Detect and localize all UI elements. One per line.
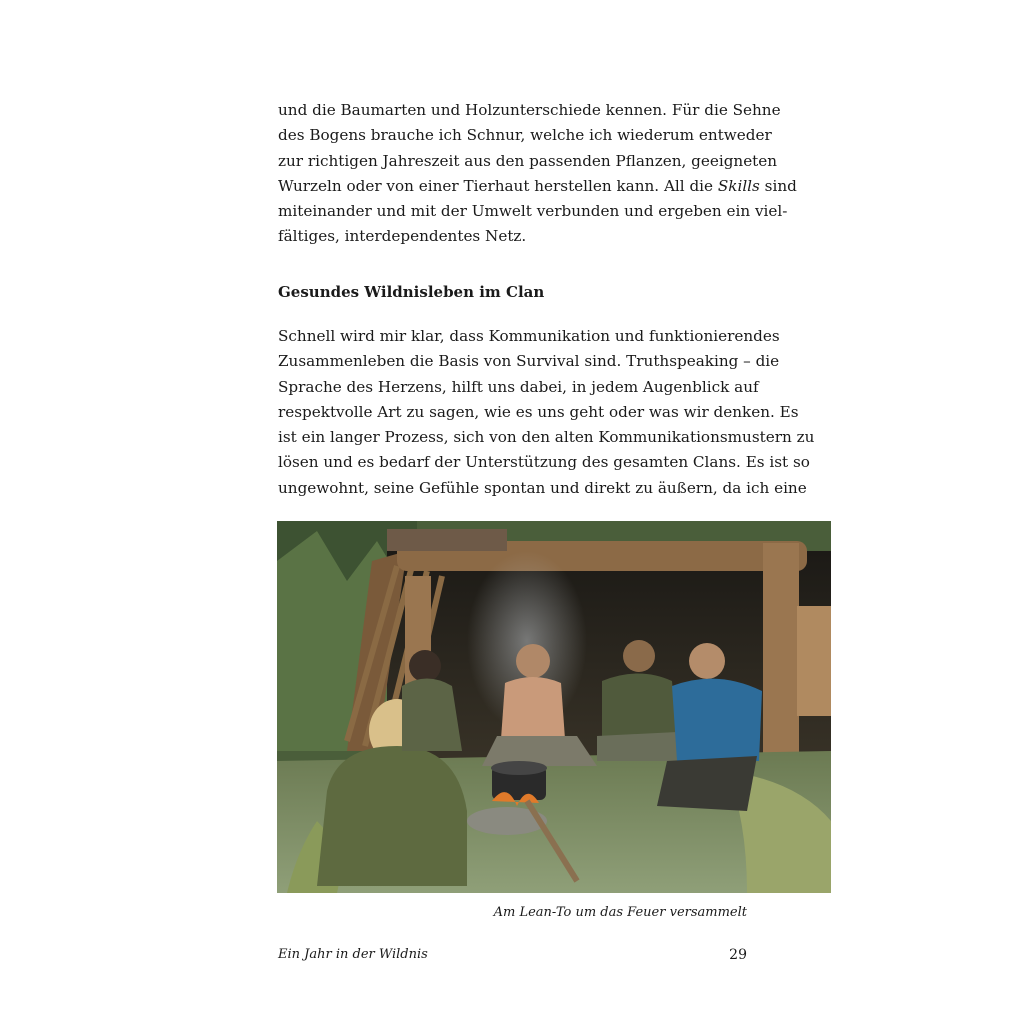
paragraph-2-line: Sprache des Herzens, hilft uns dabei, in jedem Augenblick auf (278, 377, 759, 396)
paragraph-1-text: sind (759, 176, 797, 195)
paragraph-2-line: respektvolle Art zu sagen, wie es uns geht oder was wir denken. Es (278, 402, 799, 421)
paragraph-1-line: und die Baumarten und Holzunterschiede kennen. Für die Sehne (278, 101, 781, 119)
paragraph-2-line: ist ein langer Prozess, sich von den alten Kommunikationsmustern zu (278, 428, 815, 447)
paragraph-1-line: des Bogens brauche ich Schnur, welche ich wiederum entweder (278, 126, 772, 145)
paragraph-2-line: ungewohnt, seine Gefühle spontan und direkt zu äußern, da ich eine (278, 478, 807, 497)
paragraph-2-line: lösen und es bedarf der Unterstützung des gesamten Clans. Es ist so (278, 453, 810, 472)
paragraph-2-line: Schnell wird mir klar, dass Kommunikation und funktionierendes (278, 327, 780, 345)
paragraph-2-line: Zusammenleben die Basis von Survival sind. Truthspeaking – die (278, 352, 780, 371)
paragraph-1-text: Wurzeln oder von einer Tierhaut herstellen kann. All die (278, 176, 718, 195)
paragraph-2 (278, 324, 815, 501)
skills-emphasis: Skills (717, 176, 760, 195)
paragraph-1-line: zur richtigen Jahreszeit aus den passenden Pflanzen, geeigneten (278, 151, 778, 170)
paragraph-1-line: miteinander und mit der Umwelt verbunden und ergeben ein viel- (278, 202, 788, 221)
lean-to-campfire-photo (277, 521, 831, 893)
paragraph-1-line (278, 174, 797, 199)
paragraph-1-line: fältiges, interdependentes Netz. (278, 227, 527, 246)
photo-illustration (277, 521, 831, 893)
section-heading: Gesundes Wildnisleben im Clan (278, 283, 545, 301)
page-number: 29 (729, 947, 747, 963)
photo-caption: Am Lean-To um das Feuer versammelt (493, 905, 747, 920)
paragraph-1 (278, 98, 797, 250)
running-title: Ein Jahr in der Wildnis (278, 947, 428, 962)
